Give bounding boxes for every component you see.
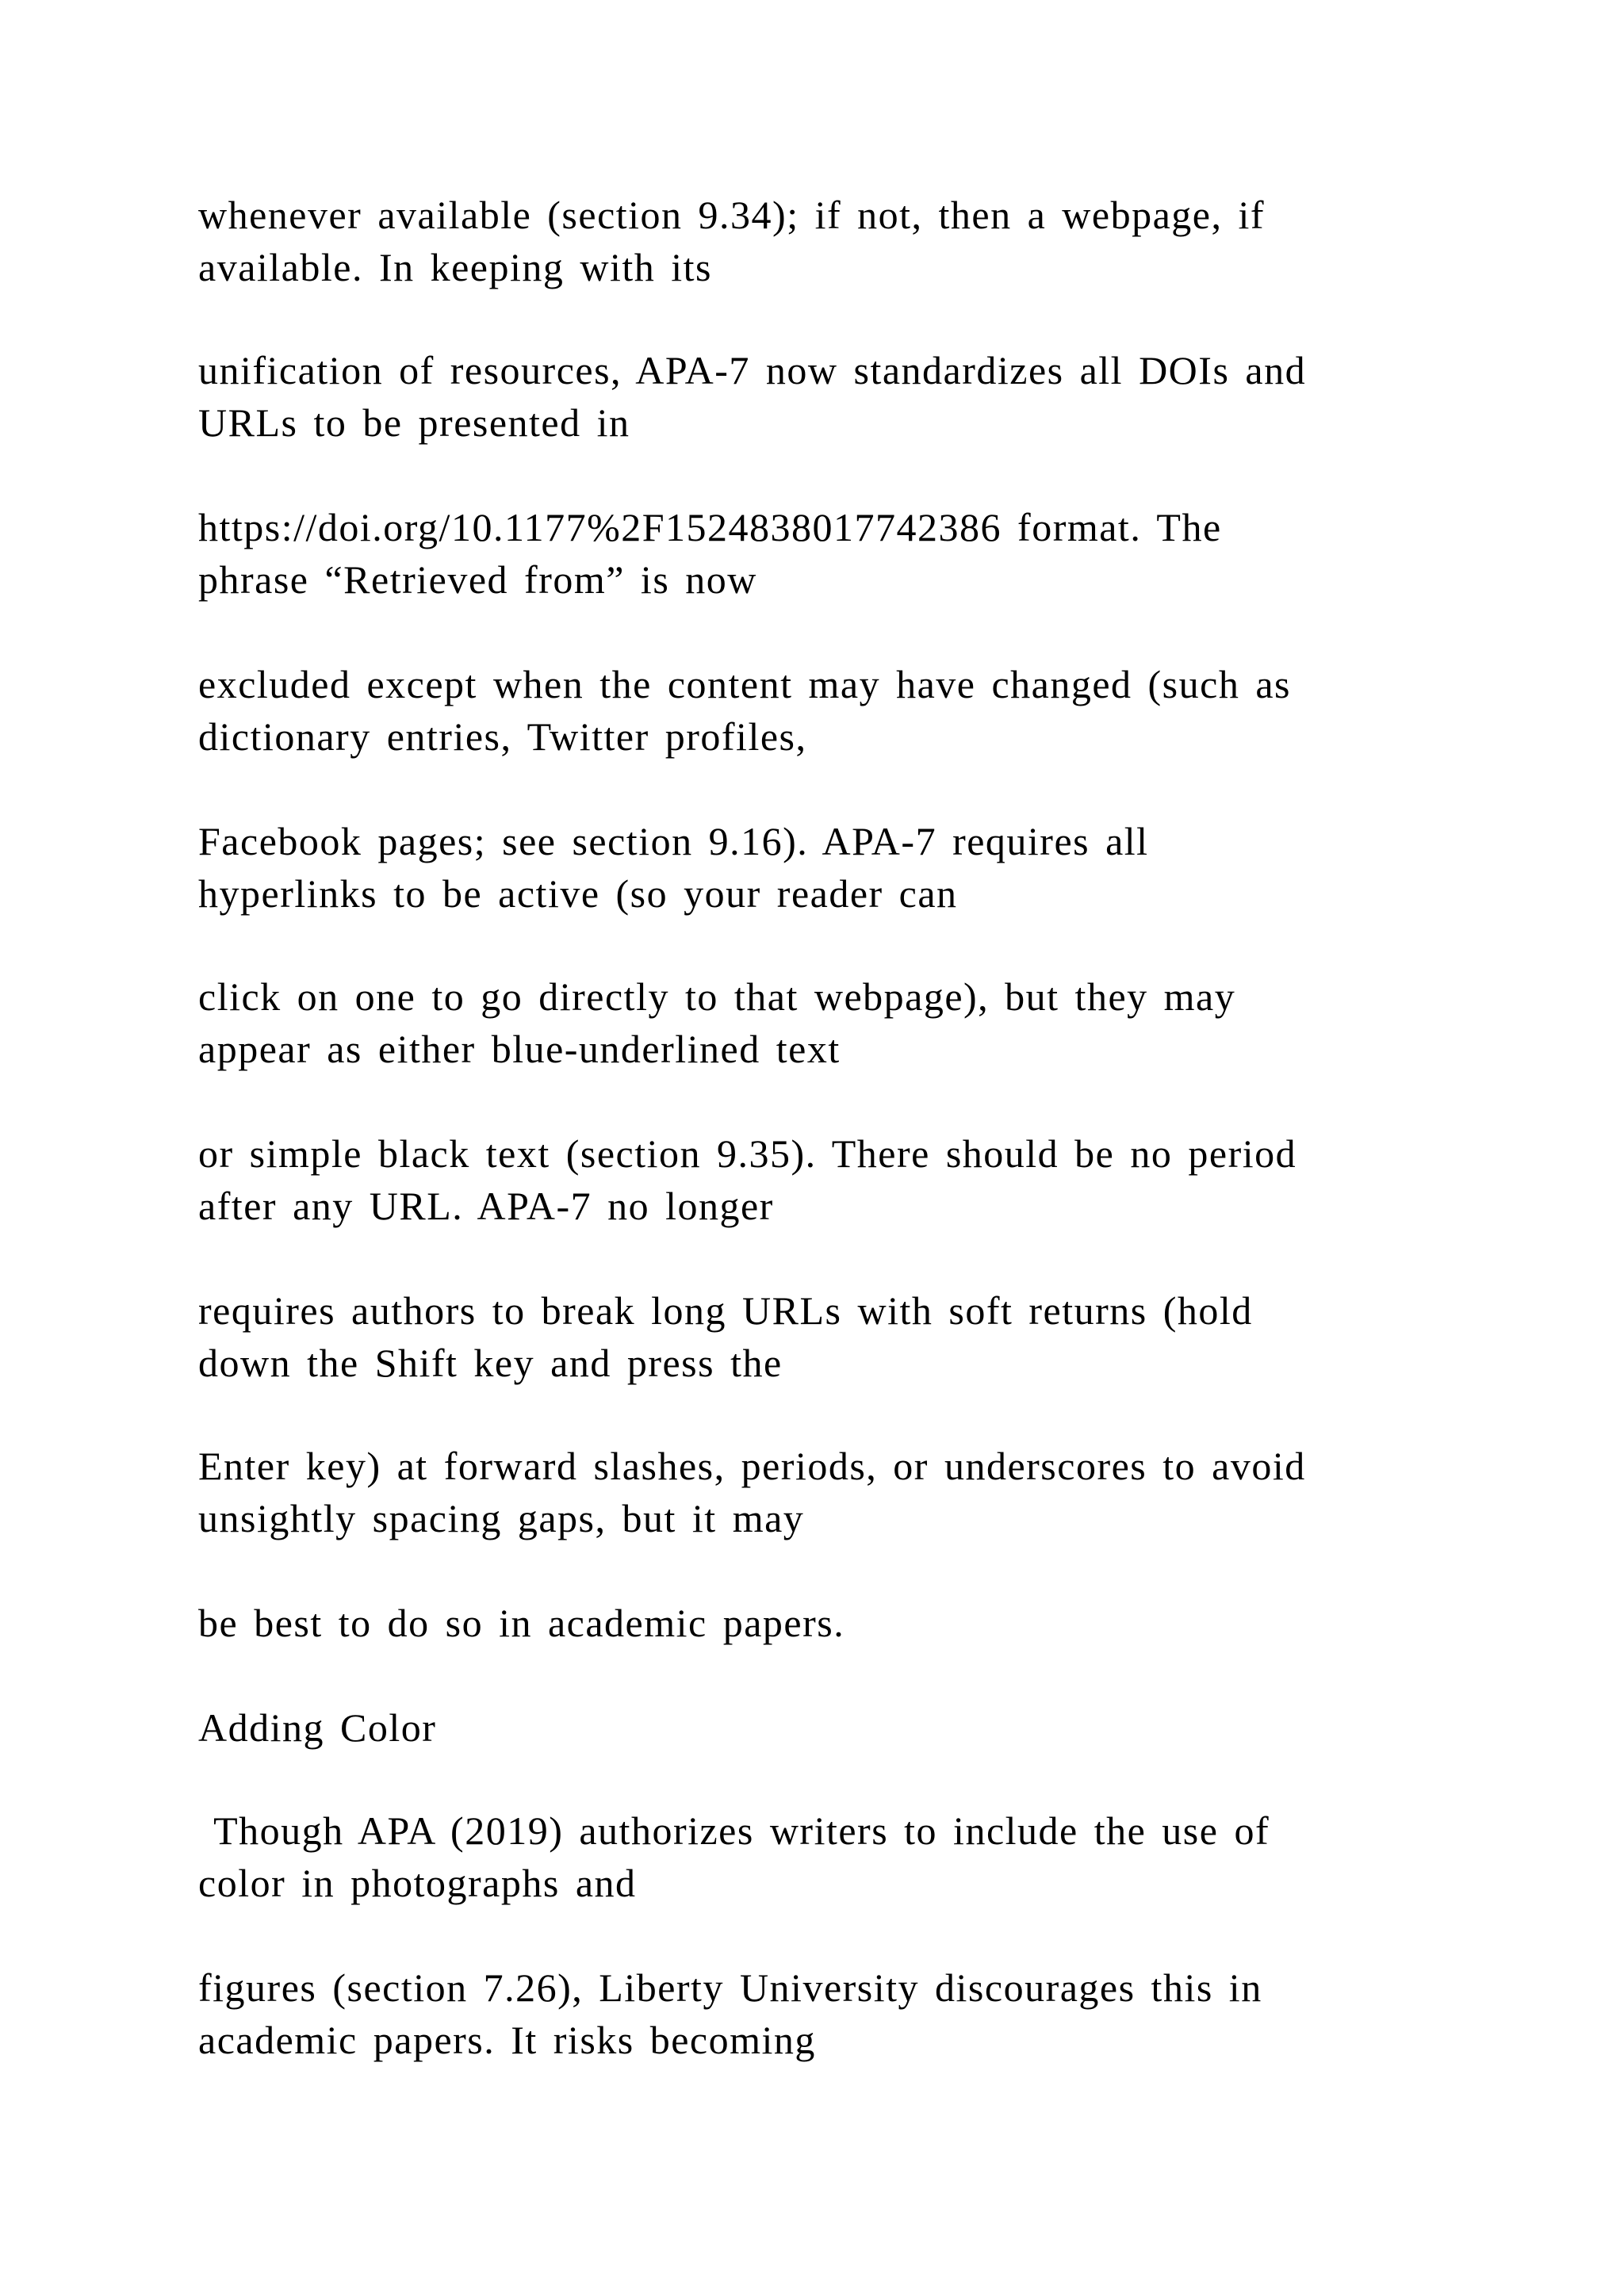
text-line: Enter key) at forward slashes, periods, or underscores to avoid — [198, 1444, 1306, 1488]
text-line: or simple black text (section 9.35). There should be no period — [198, 1131, 1297, 1176]
paragraph — [198, 815, 1435, 920]
text-line: URLs to be presented in — [198, 400, 630, 445]
paragraph — [198, 501, 1435, 606]
text-line: Though APA (2019) authorizes writers to include the use of — [198, 1808, 1270, 1853]
paragraph — [198, 1597, 1435, 1649]
paragraph — [198, 1961, 1435, 2066]
text-line: dictionary entries, Twitter profiles, — [198, 714, 807, 759]
paragraph — [198, 658, 1435, 763]
text-line: hyperlinks to be active (so your reader can — [198, 871, 958, 916]
text-line: requires authors to break long URLs with soft returns (hold — [198, 1288, 1253, 1333]
text-line: academic papers. It risks becoming — [198, 2018, 816, 2062]
text-line: be best to do so in academic papers. — [198, 1601, 845, 1645]
text-line: whenever available (section 9.34); if not, then a webpage, if — [198, 193, 1266, 237]
text-line: click on one to go directly to that webpage), but they may — [198, 974, 1236, 1019]
paragraph — [198, 1804, 1435, 1909]
paragraph — [198, 189, 1435, 293]
paragraph — [198, 1127, 1435, 1232]
text-line: unification of resources, APA-7 now standardizes all DOIs and — [198, 348, 1307, 392]
paragraph — [198, 1284, 1435, 1389]
text-line: down the Shift key and press the — [198, 1341, 783, 1385]
paragraph — [198, 1440, 1435, 1544]
text-line: unsightly spacing gaps, but it may — [198, 1496, 805, 1540]
text-line: after any URL. APA-7 no longer — [198, 1184, 774, 1228]
paragraph — [198, 970, 1435, 1075]
section-heading: Adding Color — [198, 1705, 437, 1750]
text-line: phrase “Retrieved from” is now — [198, 557, 757, 602]
text-line: excluded except when the content may have changed (such as — [198, 662, 1291, 706]
paragraph — [198, 344, 1435, 449]
text-line: color in photographs and — [198, 1861, 637, 1905]
text-line: figures (section 7.26), Liberty University discourages this in — [198, 1965, 1262, 2010]
text-line: appear as either blue-underlined text — [198, 1027, 841, 1071]
text-line: Facebook pages; see section 9.16). APA-7 requires all — [198, 819, 1149, 863]
text-line: available. In keeping with its — [198, 245, 713, 289]
text-line: https://doi.org/10.1177%2F1524838017742386 format. The — [198, 505, 1222, 549]
